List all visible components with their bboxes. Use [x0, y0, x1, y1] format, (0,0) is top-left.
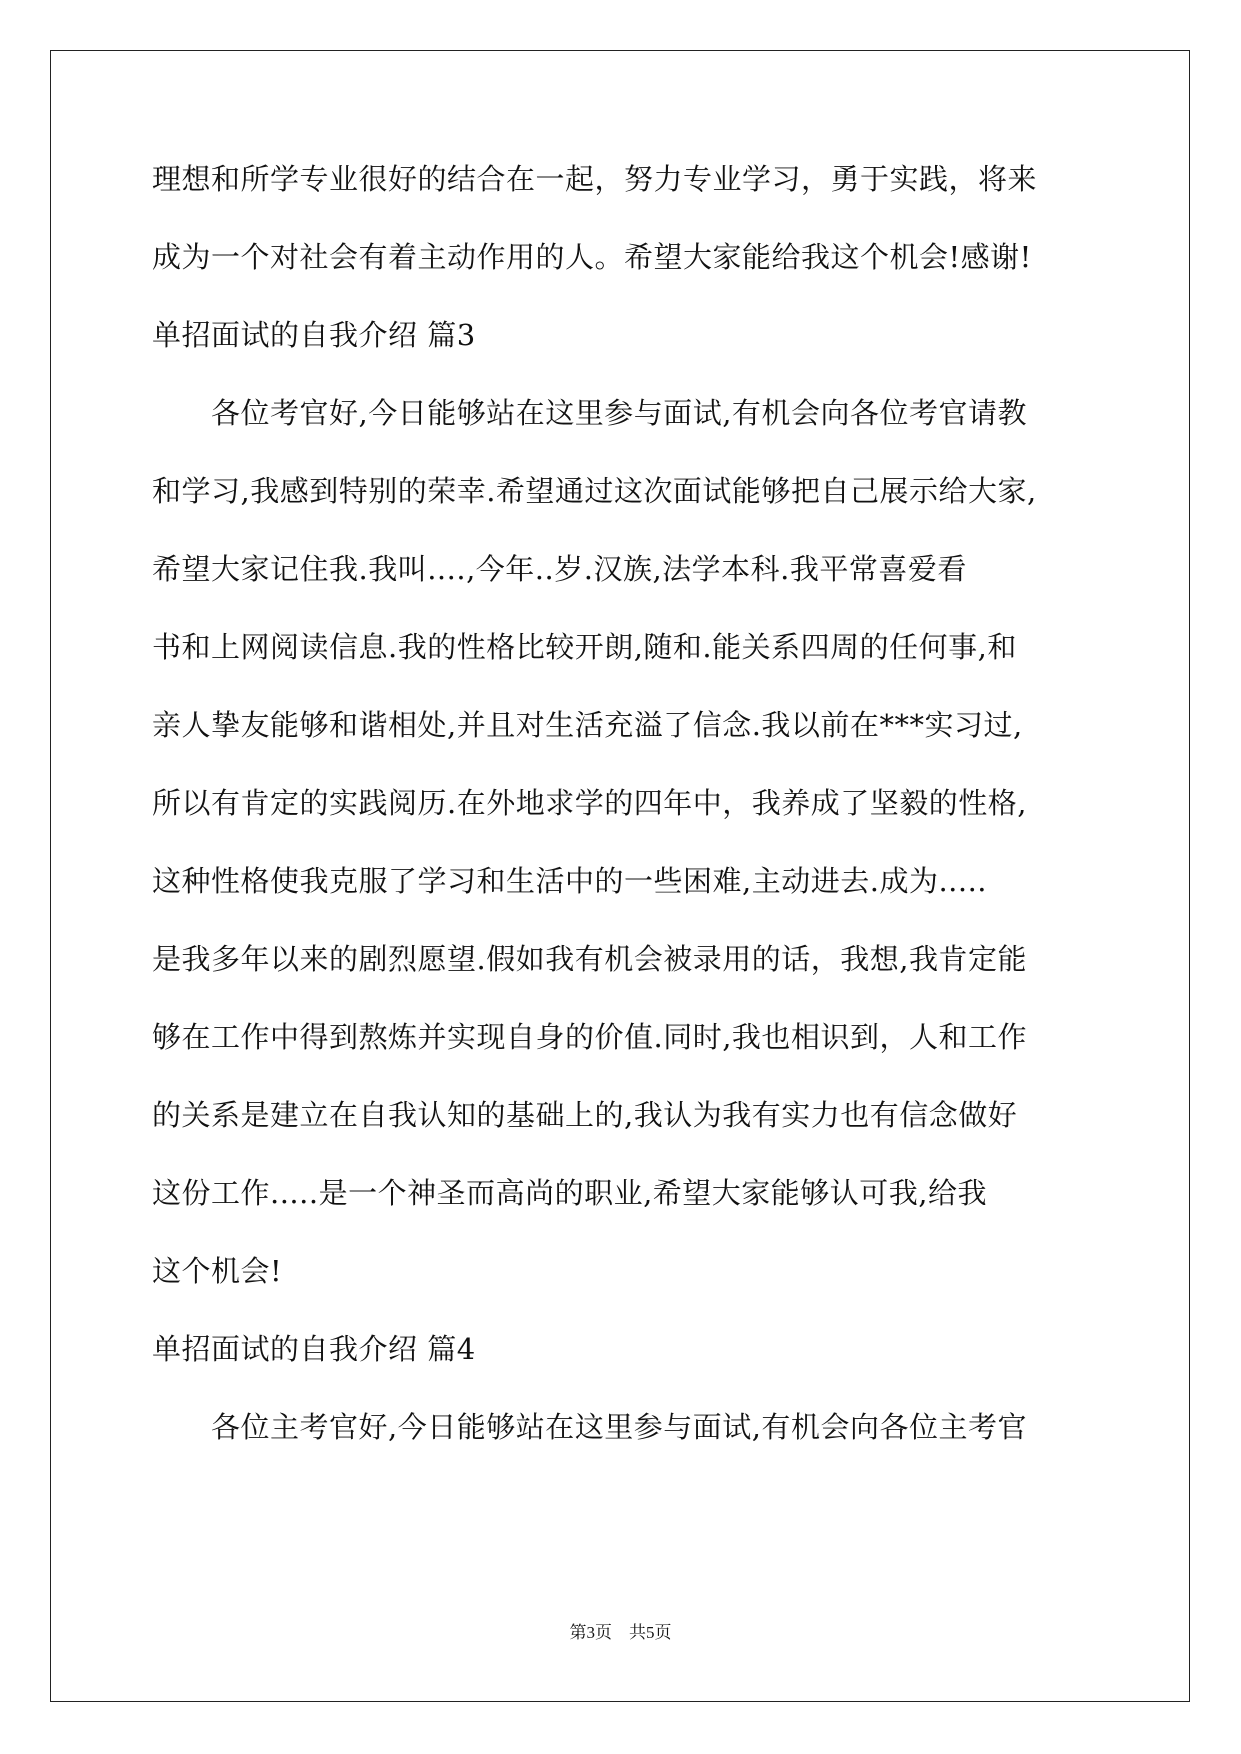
body-line: 希望大家记住我.我叫....,今年..岁.汉族,法学本科.我平常喜爱看	[152, 552, 967, 586]
body-line: 成为一个对社会有着主动作用的人。希望大家能给我这个机会!感谢!	[152, 240, 1032, 274]
page-number-footer: 第3页 共5页	[569, 1623, 672, 1642]
body-line: 是我多年以来的剧烈愿望.假如我有机会被录用的话，我想,我肯定能	[152, 942, 1027, 976]
body-line: 理想和所学专业很好的结合在一起，努力专业学习，勇于实践，将来	[152, 162, 1038, 196]
body-line: 书和上网阅读信息.我的性格比较开朗,随和.能关系四周的任何事,和	[152, 630, 1017, 664]
body-line: 亲人挚友能够和谐相处,并且对生活充溢了信念.我以前在***实习过,	[152, 708, 1023, 742]
body-line: 这份工作.....是一个神圣而高尚的职业,希望大家能够认可我,给我	[152, 1176, 988, 1210]
body-line: 各位主考官好,今日能够站在这里参与面试,有机会向各位主考官	[152, 1410, 1027, 1444]
body-line: 够在工作中得到熬炼并实现自身的价值.同时,我也相识到，人和工作	[152, 1020, 1027, 1054]
section-heading: 单招面试的自我介绍 篇3	[152, 318, 476, 352]
body-line: 各位考官好,今日能够站在这里参与面试,有机会向各位考官请教	[152, 396, 1027, 430]
body-line: 这个机会!	[152, 1254, 283, 1288]
document-body	[152, 160, 1092, 1486]
body-line: 的关系是建立在自我认知的基础上的,我认为我有实力也有信念做好	[152, 1098, 1018, 1132]
body-line: 所以有肯定的实践阅历.在外地求学的四年中，我养成了坚毅的性格,	[152, 786, 1027, 820]
body-line: 这种性格使我克服了学习和生活中的一些困难,主动进去.成为.....	[152, 864, 988, 898]
body-line: 和学习,我感到特别的荣幸.希望通过这次面试能够把自己展示给大家,	[152, 474, 1037, 508]
section-heading: 单招面试的自我介绍 篇4	[152, 1332, 476, 1366]
